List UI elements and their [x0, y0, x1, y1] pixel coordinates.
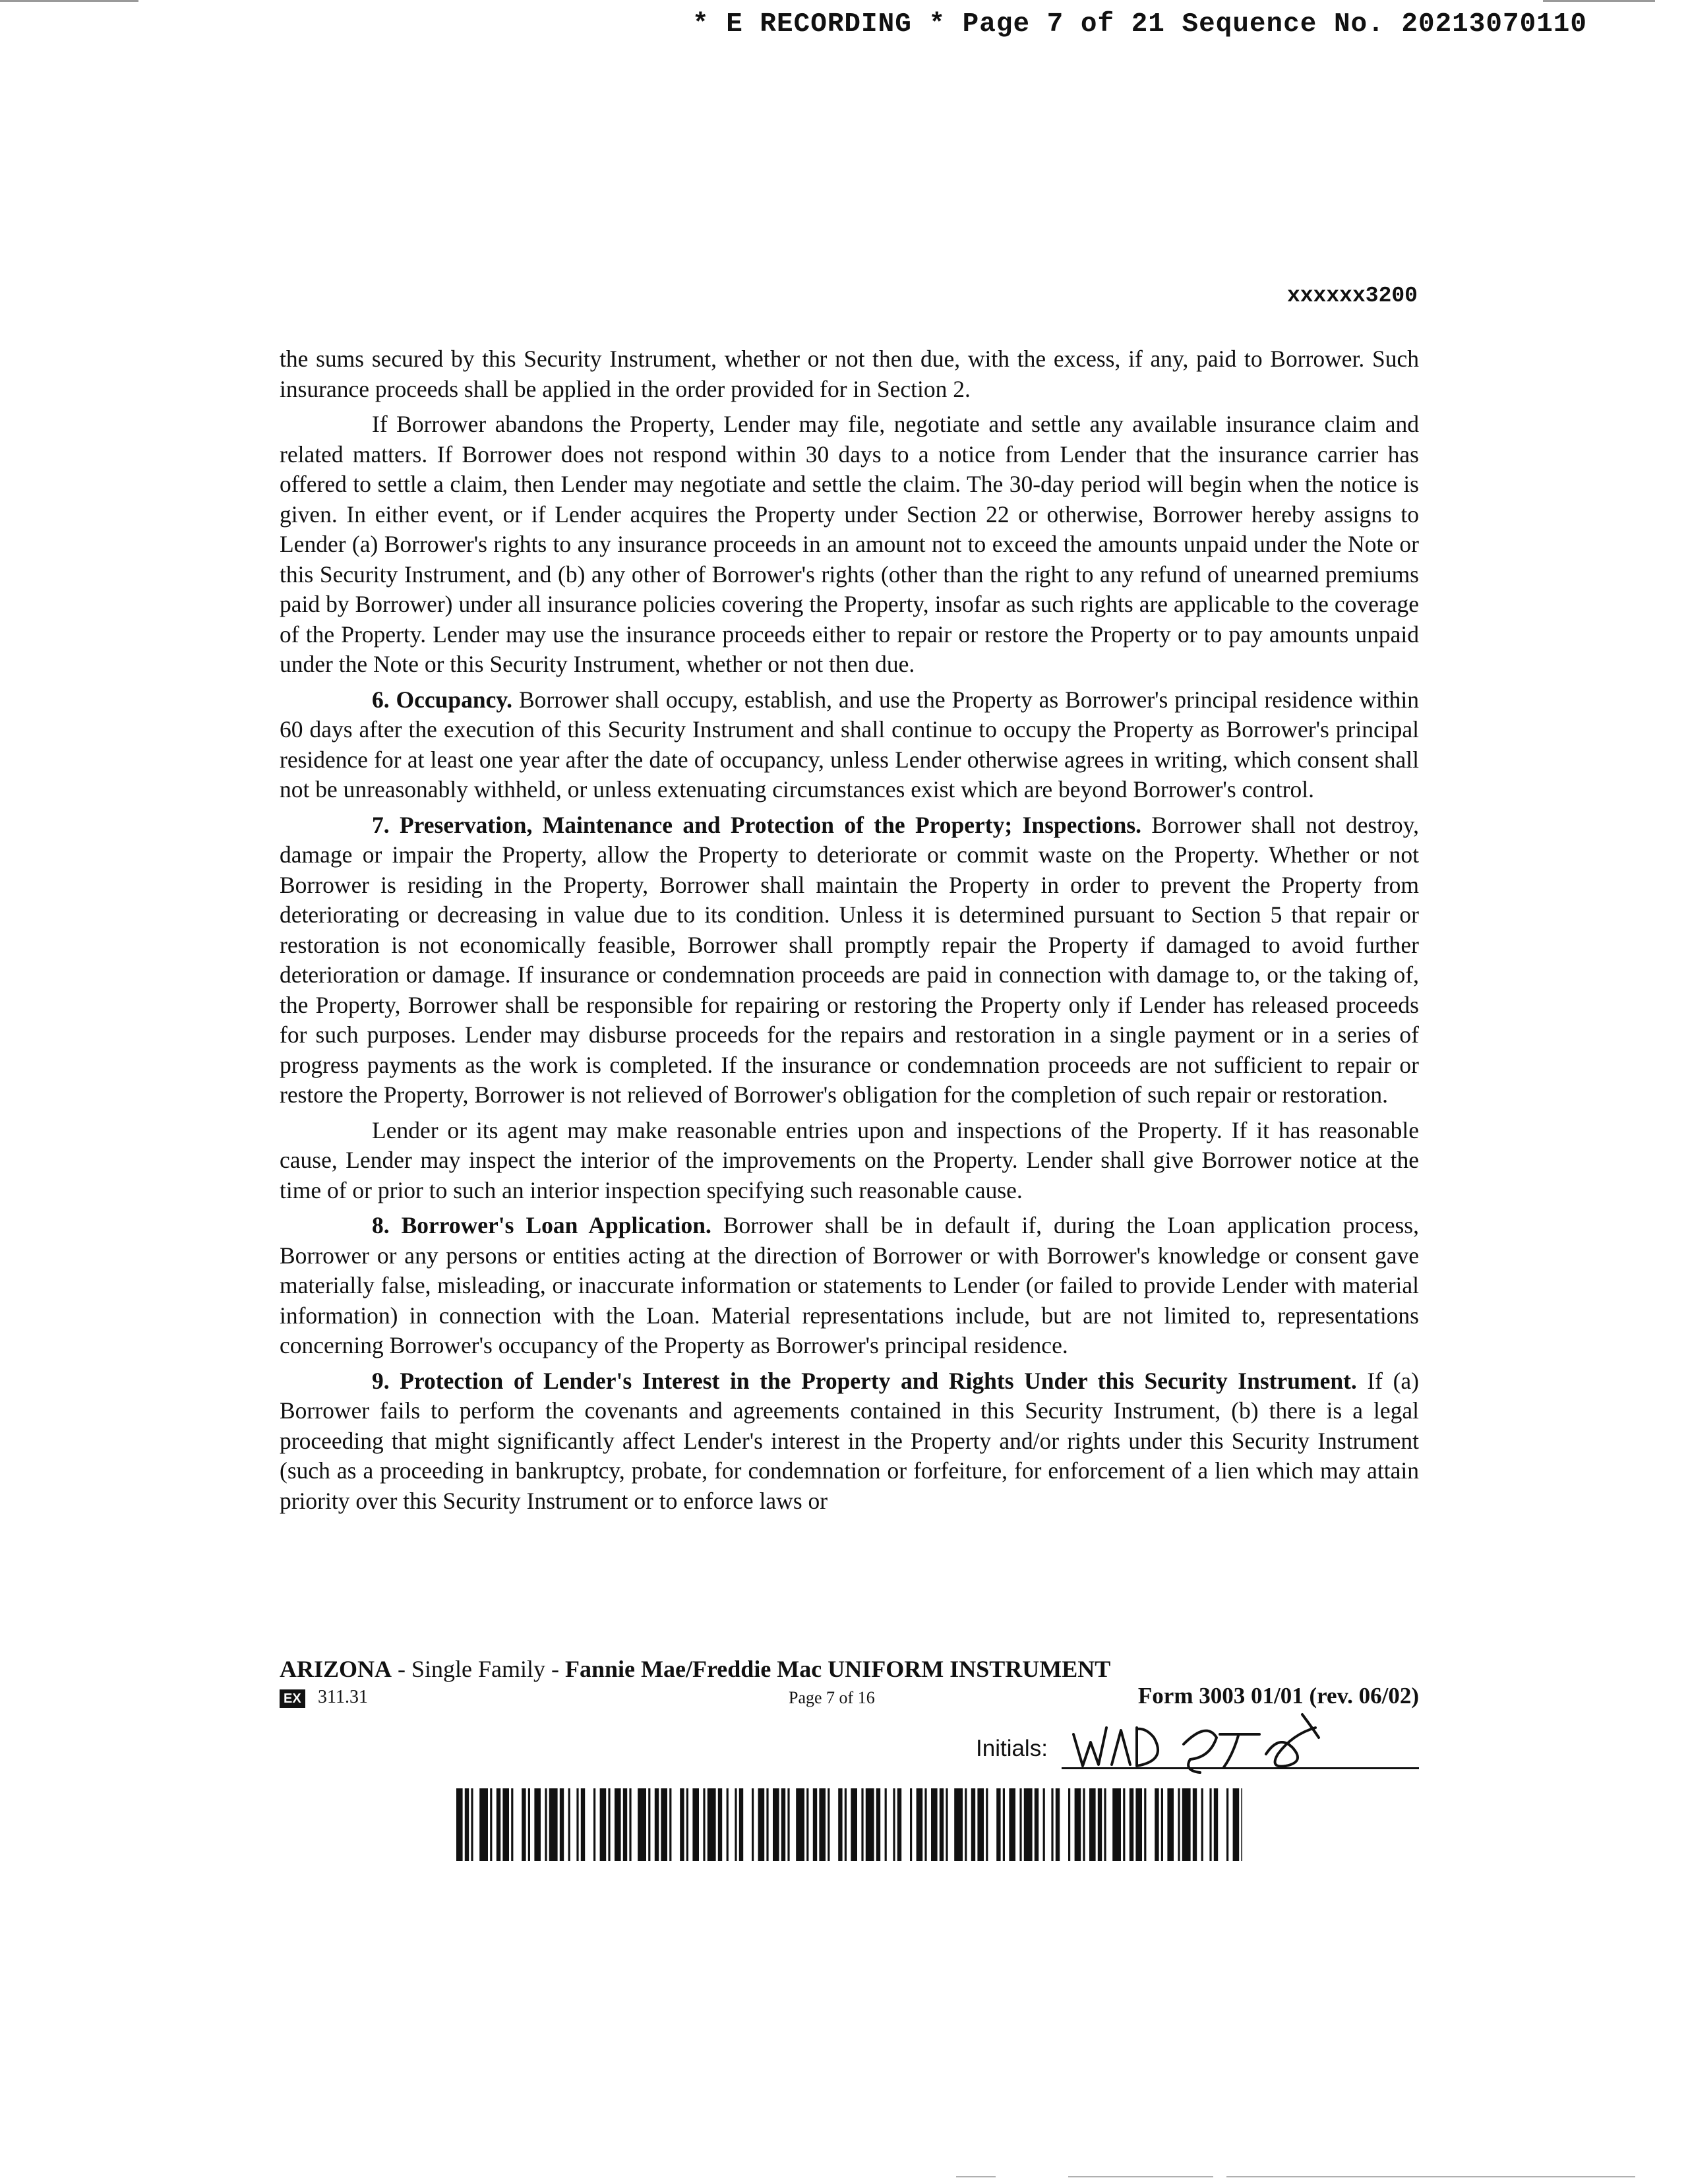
instrument-name: Fannie Mae/Freddie Mac UNIFORM INSTRUMENT	[565, 1656, 1111, 1682]
barcode-bar	[655, 1788, 659, 1861]
barcode-bar	[917, 1788, 923, 1861]
barcode-bar	[766, 1788, 768, 1861]
paragraph-abandonment	[280, 410, 1419, 680]
barcode-bar	[456, 1788, 463, 1861]
section-6-occupancy	[280, 685, 1419, 805]
barcode-bar	[623, 1788, 627, 1861]
barcode-bar	[940, 1788, 944, 1861]
barcode-bar	[819, 1788, 826, 1861]
barcode-bar	[876, 1788, 880, 1861]
barcode-bar	[977, 1788, 984, 1861]
barcode-bar	[1019, 1788, 1021, 1861]
barcode-bar	[1043, 1788, 1045, 1861]
barcode-bar	[845, 1788, 847, 1861]
barcode-bar	[638, 1788, 646, 1861]
barcode-bar	[1083, 1788, 1085, 1861]
barcode-bar	[1098, 1788, 1102, 1861]
barcode-bar	[471, 1788, 473, 1861]
barcode-bar	[727, 1788, 729, 1861]
barcode-bar	[866, 1788, 874, 1861]
scan-edge-mark	[0, 0, 138, 2]
paragraph-text: Borrower shall occupy, establish, and use the Property as Borrower's principal residence within 60 days after the execution of this Security Instrument and shall continue to occupy the Property as Borrower's principal residence for at least one year after the date of occupancy, unless Lender otherwise agrees in writing, which consent shall not be unreasonably withheld, or unless extenuating circumstances exist which are beyond Borrower's control.	[280, 686, 1420, 803]
barcode-bar	[1056, 1788, 1060, 1861]
barcode-bar	[910, 1788, 912, 1861]
barcode-bar	[1089, 1788, 1096, 1861]
barcode-bar	[1003, 1788, 1005, 1861]
barcode-bar	[1226, 1788, 1228, 1861]
barcode-bar	[465, 1788, 469, 1861]
barcode-bar	[1051, 1788, 1053, 1861]
scan-edge-mark	[1226, 2176, 1635, 2177]
barcode-bar	[1209, 1788, 1211, 1861]
barcode-bar	[787, 1788, 789, 1861]
ex-logo-icon: EX	[280, 1689, 305, 1708]
paragraph-continuation	[280, 344, 1419, 404]
handwritten-initials-signature	[1068, 1708, 1345, 1774]
barcode-bar	[680, 1788, 684, 1861]
initials-field	[692, 1721, 1419, 1774]
barcode-bar	[1178, 1788, 1180, 1861]
barcode-bar	[581, 1788, 585, 1861]
barcode-bar	[1135, 1788, 1142, 1861]
section-8-loan-application	[280, 1211, 1419, 1361]
scan-edge-mark	[956, 2176, 996, 2177]
barcode-bar	[522, 1788, 526, 1861]
barcode-bar	[479, 1788, 488, 1861]
barcode-bar	[1167, 1788, 1174, 1861]
scan-edge-mark	[1068, 2176, 1213, 2177]
barcode-bar	[1241, 1788, 1242, 1861]
barcode-bar	[1233, 1788, 1240, 1861]
barcode-bar	[1024, 1788, 1033, 1861]
barcode-bar	[1075, 1788, 1081, 1861]
barcode-bar	[1123, 1788, 1125, 1861]
paragraph-text: Borrower shall be in default if, during the Loan application process, Borrower or any persons or entities acting at the direction of Borrower or with Borrower's knowledge or consent gave materially false, misleading, or inaccurate information or statements to Lender (or failed to provide Lender with material information) in connection with the Loan. Material representations include, but are not limited to, representations concerning Borrower's occupancy of the Property as Borrower's principal residence.	[280, 1212, 1419, 1358]
loan-reference-number: xxxxxx3200	[1286, 284, 1418, 308]
barcode-bar	[648, 1788, 650, 1861]
barcode-bar	[708, 1788, 716, 1861]
instrument-type: - Single Family -	[392, 1656, 566, 1682]
state-name: ARIZONA	[280, 1656, 392, 1682]
instrument-title	[280, 1655, 1419, 1683]
barcode-bar	[954, 1788, 963, 1861]
barcode-bar	[758, 1788, 765, 1861]
barcode-bar	[661, 1788, 667, 1861]
barcode-bar	[735, 1788, 737, 1861]
paragraph-text: If (a) Borrower fails to perform the covenants and agreements contained in this Security Instrument, (b) there is a legal proceeding that might significantly affect Lender's interest in the Property and/or rights under this Security Instrument (such as a proceeding in bankruptcy, probate, for condemnation or forfeiture, for enforcement of a lien which may attain priority over this Security Instrument or to enforce laws or	[280, 1367, 1419, 1514]
paragraph-text: If Borrower abandons the Property, Lender may file, negotiate and settle any available insurance claim and related matters. If Borrower does not respond within 30 days to a notice from Lender that the insurance carrier has offered to settle a claim, then Lender may negotiate and settle the claim. The 30-day period will begin when the notice is given. In either event, or if Lender acquires the Property under Section 22 or otherwise, Borrower hereby assigns to Lender (a) Borrower's rights to any insurance proceeds in an amount not to exceed the amounts unpaid under the Note or this Security Instrument, and (b) any other of Borrower's rights (other than the right to any refund of unearned premiums paid by Borrower) under all insurance policies covering the Property, insofar as such rights are applicable to the coverage of the Property. Lender may use the insurance proceeds either to repair or restore the Property or to pay amounts unpaid under the Note or this Security Instrument, whether or not then due.	[280, 411, 1419, 677]
barcode-bar	[615, 1788, 621, 1861]
section-heading: 7. Preservation, Maintenance and Protection of the Property; Inspections.	[372, 811, 1142, 838]
paragraph-text: Borrower shall not destroy, damage or impair the Property, allow the Property to deteriorate or commit waste on the Property. Whether or not Borrower is residing in the Property, Borrower shall maintain the Property in order to prevent the Property from deteriorating or decreasing in value due to its condition. Unless it is determined pursuant to Section 5 that repair or restoration is not economically feasible, Borrower shall promptly repair the Property if damaged to avoid further deterioration or damage. If insurance or condemnation proceeds are paid in connection with damage to, or the taking of, the Property, Borrower shall be responsible for repairing or restoring the Property only if Lender has released proceeds for such purposes. Lender may disburse proceeds for the repairs and restoration in a single payment or in a series of progress payments as the work is completed. If the insurance or condemnation proceeds are not sufficient to repair or restore the Property, Borrower is not relieved of Borrower's obligation for the completion of such repair or restoration.	[280, 811, 1419, 1108]
barcode-bar	[885, 1788, 887, 1861]
barcode-bar	[1035, 1788, 1039, 1861]
barcode-bar	[528, 1788, 530, 1861]
barcode-bar	[1214, 1788, 1218, 1861]
barcode-bar	[490, 1788, 492, 1861]
barcode-bar	[1009, 1788, 1015, 1861]
barcode-bar	[739, 1788, 743, 1861]
section-heading: 6. Occupancy.	[372, 686, 513, 713]
barcode-bar	[897, 1788, 901, 1861]
barcode-bar	[924, 1788, 926, 1861]
section-7-preservation	[280, 810, 1419, 1110]
page-number: Page 7 of 16	[789, 1688, 875, 1707]
form-code: 311.31	[318, 1687, 368, 1707]
barcode-bar	[511, 1788, 513, 1861]
barcode-bar	[534, 1788, 541, 1861]
paragraph-text: the sums secured by this Security Instrument, whether or not then due, with the excess, if any, paid to Borrower. Such insurance proceeds shall be applied in the order provided for in Section 2.	[280, 346, 1419, 402]
barcode-bar	[568, 1788, 570, 1861]
barcode-bar	[600, 1788, 607, 1861]
barcode-bar	[1104, 1788, 1106, 1861]
barcode-bar	[861, 1788, 863, 1861]
barcode-bar	[1144, 1788, 1146, 1861]
barcode-bar	[1201, 1788, 1203, 1861]
section-heading: 8. Borrower's Loan Application.	[372, 1212, 711, 1238]
barcode-bar	[1112, 1788, 1121, 1861]
barcode-bar	[796, 1788, 804, 1861]
barcode-bar	[1161, 1788, 1163, 1861]
barcode-bar	[1193, 1788, 1197, 1861]
barcode-bar	[560, 1788, 564, 1861]
form-number: Form 3003 01/01 (rev. 06/02)	[1137, 1683, 1419, 1709]
barcode-bar	[971, 1788, 975, 1861]
barcode-bar	[1155, 1788, 1159, 1861]
document-barcode	[456, 1788, 1242, 1861]
barcode-bar	[931, 1788, 938, 1861]
barcode-bar	[986, 1788, 988, 1861]
barcode-bar	[1130, 1788, 1133, 1861]
barcode-bar	[996, 1788, 1000, 1861]
barcode-bar	[1068, 1788, 1070, 1861]
barcode-bar	[718, 1788, 722, 1861]
barcode-bar	[965, 1788, 967, 1861]
barcode-bar	[497, 1788, 500, 1861]
recording-header: * E RECORDING * Page 7 of 21 Sequence No. 20213070110	[692, 9, 1588, 40]
barcode-bar	[686, 1788, 688, 1861]
barcode-bar	[946, 1788, 948, 1861]
barcode-bar	[828, 1788, 829, 1861]
barcode-bar	[851, 1788, 857, 1861]
section-heading: 9. Protection of Lender's Interest in the Property and Rights Under this Security Instrument.	[372, 1367, 1357, 1394]
barcode-bar	[781, 1788, 785, 1861]
form-footer	[280, 1655, 1419, 1713]
barcode-bar	[806, 1788, 808, 1861]
barcode-bar	[608, 1788, 610, 1861]
barcode-bar	[549, 1788, 558, 1861]
barcode-bar	[703, 1788, 705, 1861]
section-9-protection	[280, 1366, 1419, 1517]
barcode-bar	[773, 1788, 779, 1861]
barcode-bar	[893, 1788, 895, 1861]
barcode-bar	[502, 1788, 509, 1861]
barcode-bar	[593, 1788, 595, 1861]
barcode-bar	[545, 1788, 547, 1861]
barcode-bar	[838, 1788, 842, 1861]
barcode-bar	[692, 1788, 699, 1861]
document-body	[280, 344, 1419, 1521]
barcode-bar	[813, 1788, 817, 1861]
barcode-bar	[669, 1788, 671, 1861]
barcode-bar	[752, 1788, 754, 1861]
paragraph-text: Lender or its agent may make reasonable entries upon and inspections of the Property. If it has reasonable cause, Lender may inspect the interior of the improvements on the Property. Lender shall give Borrower notice at the time of or prior to such an interior inspection specifying such reasonable cause.	[280, 1116, 1419, 1203]
barcode-bar	[1182, 1788, 1191, 1861]
paragraph-inspections	[280, 1116, 1419, 1206]
barcode-bar	[629, 1788, 631, 1861]
barcode-bar	[576, 1788, 578, 1861]
scan-edge-mark	[1543, 0, 1655, 2]
initials-label: Initials:	[976, 1736, 1048, 1761]
